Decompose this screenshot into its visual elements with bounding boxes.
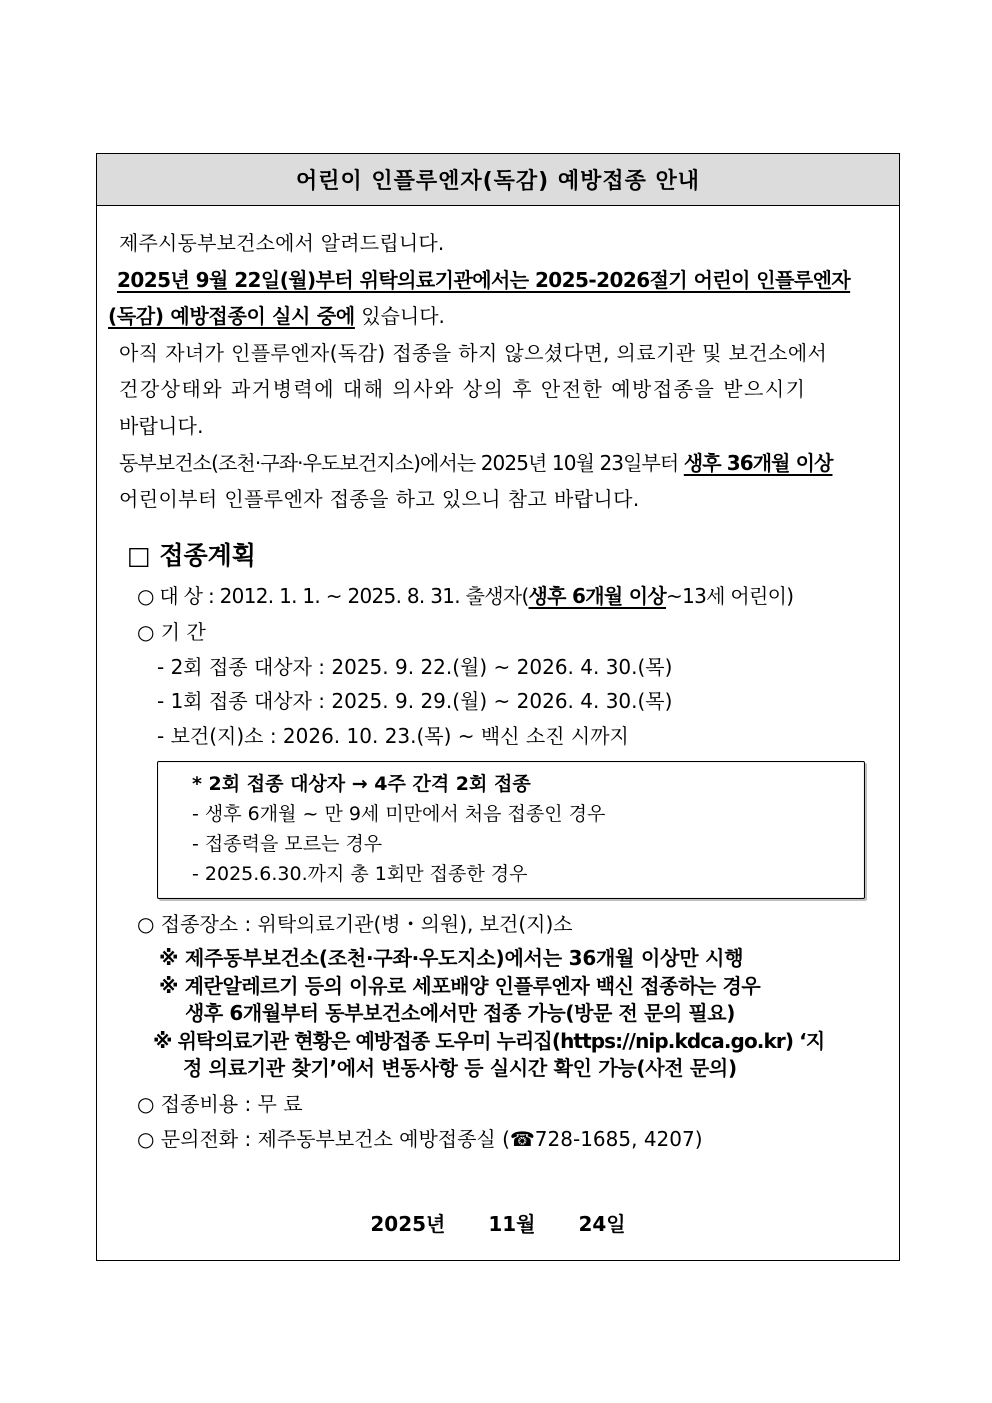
- plan-heading-text: 접종계획: [159, 541, 256, 570]
- intro-line-8: 어린이부터 인플루엔자 접종을 하고 있으니 참고 바랍니다.: [119, 487, 640, 511]
- intro-line-3: [108, 302, 445, 330]
- notice-frame: [96, 153, 900, 1261]
- place-note-2: ※ 계란알레르기 등의 이유로 세포배양 인플루엔자 백신 접종하는 경우: [159, 974, 761, 998]
- plan-target-label: ○ 대 상 : 2012. 1. 1. ~ 2025. 8. 31. 출생자(: [137, 584, 529, 608]
- intro-line-1: 제주시동부보건소에서 알려드립니다.: [119, 231, 445, 255]
- two-dose-item-1: - 생후 6개월 ~ 만 9세 미만에서 처음 접종인 경우: [192, 803, 606, 825]
- place-note-1: ※ 제주동부보건소(조천·구좌·우도지소)에서는 36개월 이상만 시행: [159, 946, 744, 970]
- plan-period-item-3: - 보건(지)소 : 2026. 10. 23.(목) ~ 백신 소진 시까지: [157, 724, 629, 748]
- plan-period-item-1: - 2회 접종 대상자 : 2025. 9. 22.(월) ~ 2026. 4. 30.(목): [157, 655, 673, 679]
- plan-period-label: ○ 기 간: [137, 620, 206, 644]
- plan-period-item-2: - 1회 접종 대상자 : 2025. 9. 29.(월) ~ 2026. 4. 30.(목): [157, 689, 673, 713]
- place-label: ○ 접종장소 : 위탁의료기관(병・의원), 보건(지)소: [137, 912, 573, 936]
- contact-line: ○ 문의전화 : 제주동부보건소 예방접종실 (☎728-1685, 4207): [137, 1127, 703, 1151]
- notice-title: 어린이 인플루엔자(독감) 예방접종 안내: [97, 154, 899, 206]
- intro-line-3-rest: 있습니다.: [354, 304, 445, 328]
- square-bullet-icon: □: [127, 541, 151, 570]
- two-dose-item-2: - 접종력을 모르는 경우: [192, 833, 383, 855]
- two-dose-heading: * 2회 접종 대상자 → 4주 간격 2회 접종: [192, 773, 531, 795]
- intro-line-5: 건강상태와 과거병력에 대해 의사와 상의 후 안전한 예방접종을 받으시기: [119, 377, 807, 401]
- intro-line-7: [119, 449, 833, 477]
- intro-line-7-highlight: 생후 36개월 이상: [683, 451, 833, 475]
- intro-line-2: 2025년 9월 22일(월)부터 위탁의료기관에서는 2025-2026절기 어린이 인플루엔자: [117, 268, 851, 292]
- two-dose-info-box: [157, 761, 865, 899]
- issue-date: 2025년 11월 24일: [370, 1212, 626, 1236]
- intro-line-6: 바랍니다.: [119, 414, 204, 438]
- two-dose-item-3: - 2025.6.30.까지 총 1회만 접종한 경우: [192, 863, 528, 885]
- place-note-3: ※ 위탁의료기관 현황은 예방접종 도우미 누리집(https://nip.kdca.go.kr) ‘지: [153, 1029, 825, 1053]
- intro-line-3-highlight: (독감) 예방접종이 실시 중에: [108, 304, 355, 328]
- plan-heading: [127, 539, 256, 573]
- place-note-2-cont: 생후 6개월부터 동부보건소에서만 접종 가능(방문 전 문의 필요): [185, 1001, 735, 1025]
- intro-line-7-text: 동부보건소(조천·구좌·우도보건지소)에서는 2025년 10월 23일부터: [119, 451, 684, 475]
- intro-line-4: 아직 자녀가 인플루엔자(독감) 접종을 하지 않으셨다면, 의료기관 및 보건소에서: [119, 341, 828, 365]
- plan-target-highlight: 생후 6개월 이상: [528, 584, 667, 608]
- place-note-3-cont: 정 의료기관 찾기’에서 변동사항 등 실시간 확인 가능(사전 문의): [183, 1056, 737, 1080]
- plan-target-rest: ~13세 어린이): [666, 584, 794, 608]
- cost-line: ○ 접종비용 : 무 료: [137, 1092, 303, 1116]
- plan-target: [137, 582, 793, 610]
